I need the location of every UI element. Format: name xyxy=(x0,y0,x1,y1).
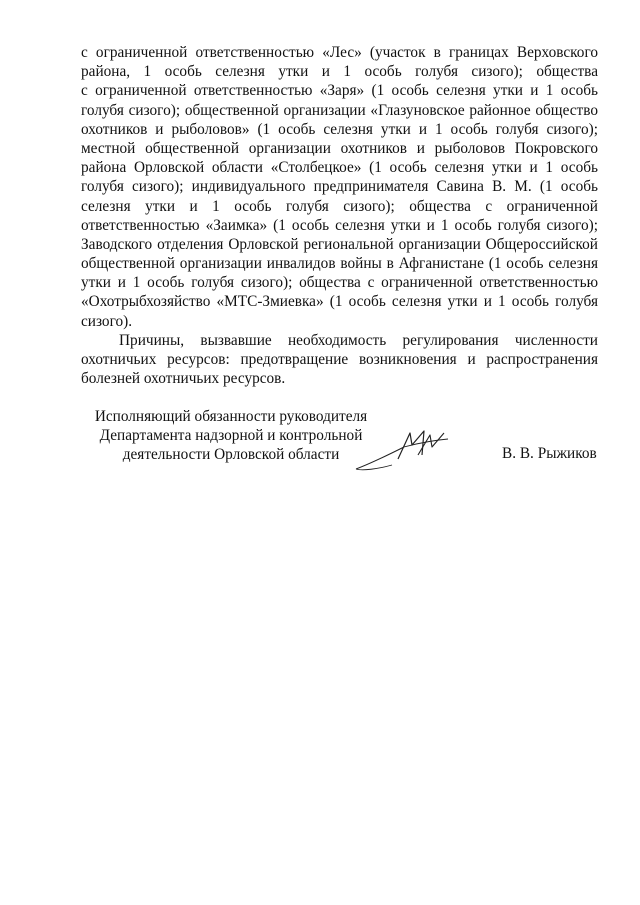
body-line: «Охотрыбхозяйство «МТС-Змиевка» (1 особь селезня утки и 1 особь голубя xyxy=(81,293,598,311)
body-line: голубя сизого); индивидуального предпринимателя Савина В. М. (1 особь xyxy=(81,178,598,196)
signatory-title xyxy=(81,407,381,465)
body-line: общественной организации инвалидов войны в Афганистане (1 особь селезня xyxy=(81,255,598,273)
signatory-title-line: Департамента надзорной и контрольной xyxy=(99,427,363,445)
handwritten-signature xyxy=(352,425,452,475)
body-line: утки и 1 особь голубя сизого); общества с ограниченной ответственностью xyxy=(81,274,598,292)
reasons-line: охотничьих ресурсов: предотвращение возникновения и распространения xyxy=(81,351,598,368)
body-line: с ограниченной ответственностью «Лес» (участок в границах Верховского xyxy=(81,44,598,61)
signatory-title-line: Исполняющий обязанности руководителя xyxy=(94,408,368,425)
body-line: района, 1 особь селезня утки и 1 особь голубя сизого); общества xyxy=(81,63,598,81)
body-line: голубя сизого); общественной организации «Глазуновское районное общество xyxy=(81,101,598,119)
document-body xyxy=(81,43,598,388)
reasons-line: болезней охотничьих ресурсов. xyxy=(81,370,286,388)
body-line: Заводского отделения Орловской региональной организации Общероссийской xyxy=(81,235,598,253)
signatory-title-line: деятельности Орловской области xyxy=(122,446,340,464)
body-line: местной общественной организации охотников и рыболовов Покровского xyxy=(81,139,598,157)
body-line: ответственностью «Заимка» (1 особь селезня утки и 1 особь голубя сизого); xyxy=(81,216,598,234)
signatory-name: В. В. Рыжиков xyxy=(502,445,597,462)
body-line: селезня утки и 1 особь голубя сизого); общества с ограниченной xyxy=(81,197,598,215)
body-line: с ограниченной ответственностью «Заря» (1 особь селезня утки и 1 особь xyxy=(81,82,598,100)
reasons-line: Причины, вызвавшие необходимость регулирования численности xyxy=(119,331,598,349)
body-line: сизого). xyxy=(81,312,133,330)
body-line: района Орловской области «Столбецкое» (1 особь селезня утки и 1 особь xyxy=(81,159,598,177)
body-line: охотников и рыболовов» (1 особь селезня утки и 1 особь голубя сизого); xyxy=(81,120,598,138)
